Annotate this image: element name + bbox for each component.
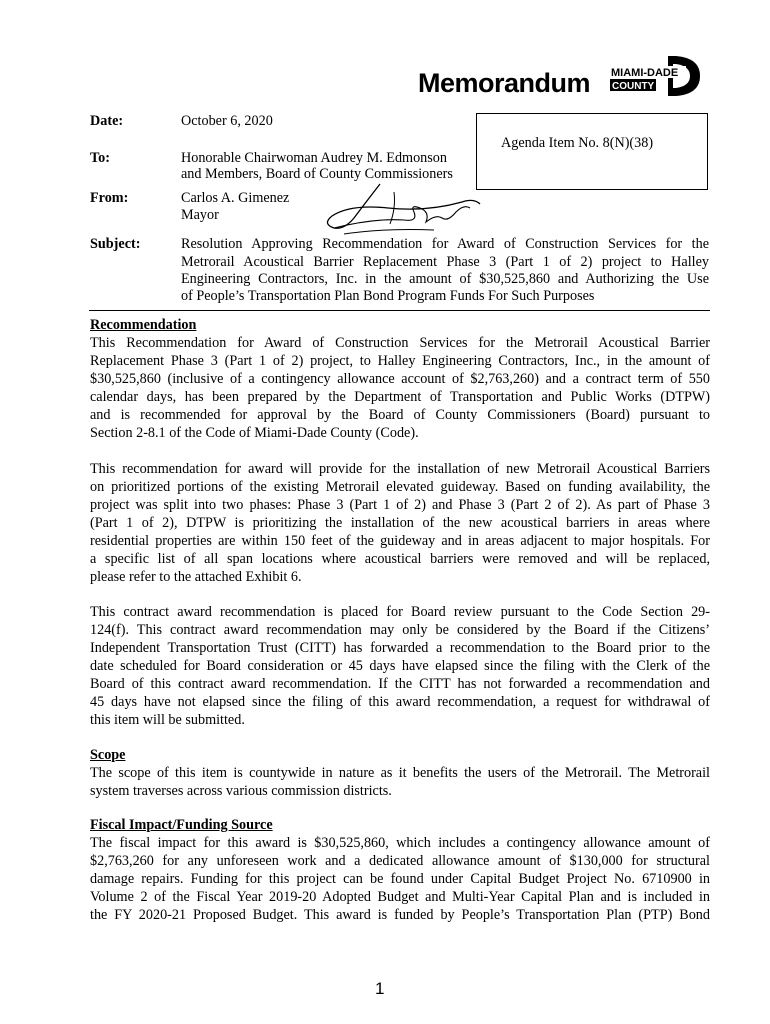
text-line: Section 2-8.1 of the Code of Miami-Dade County (Code). <box>90 425 419 441</box>
text-line: (Part 1 of 2), DTPW is prioritizing the installation of the new acoustical barriers in areas where <box>90 515 710 531</box>
subject-line-1: Resolution Approving Recommendation for Award of Construction Services for the <box>181 236 709 252</box>
text-line: system traverses across various commission districts. <box>90 783 392 799</box>
from-label: From: <box>90 190 129 206</box>
page-number: 1 <box>375 979 385 998</box>
miami-dade-county-logo <box>610 54 702 100</box>
recommendation-heading: Recommendation <box>90 317 197 333</box>
text-line: date scheduled for Board consideration or 45 days have elapsed since the filing with the Clerk of the <box>90 658 710 674</box>
text-line: Independent Transportation Trust (CITT) has forwarded a recommendation to the Board prior to the <box>90 640 710 656</box>
fiscal-impact-section <box>90 816 710 924</box>
header-divider <box>89 310 710 311</box>
text-line: the FY 2020-21 Proposed Budget. This award is funded by People’s Transportation Plan (PTP) Bond <box>90 907 710 923</box>
logo-text-top: MIAMI-DADE <box>611 67 679 79</box>
agenda-item-box <box>476 113 708 190</box>
subject-line-3: Engineering Contractors, Inc. in the amount of $30,525,860 and Authorizing the Use <box>181 271 709 287</box>
scope-heading: Scope <box>90 747 126 763</box>
text-line: Board of this contract award recommendation. If the CITT has not forwarded a recommendation and <box>90 676 710 692</box>
from-line-1: Carlos A. Gimenez <box>181 190 290 206</box>
text-line: Replacement Phase 3 (Part 1 of 2) project, to Halley Engineering Contractors, Inc., in the amount of <box>90 353 710 369</box>
text-line: residential properties are within 150 feet of the guideway and in areas adjacent to major hospitals. For <box>90 533 710 549</box>
subject-line-2: Metrorail Acoustical Barrier Replacement Phase 3 (Part 1 of 2) project to Halley <box>181 254 709 270</box>
text-line: 45 days have not elapsed since the filing of this award recommendation, a request for withdrawal of <box>90 694 710 710</box>
date-value: October 6, 2020 <box>181 113 273 129</box>
text-line: on prioritized portions of the existing Metrorail elevated guideway. Based on funding availability, the <box>90 479 710 495</box>
subject-label: Subject: <box>90 236 141 252</box>
recommendation-paragraph-1 <box>90 334 710 442</box>
logo-text-bottom: COUNTY <box>612 81 655 92</box>
memo-header-logo <box>418 54 708 104</box>
text-line: $30,525,860 (inclusive of a contingency allowance account of $2,763,260) and a contract term of 550 <box>90 371 710 387</box>
memo-title: Memorandum <box>418 68 591 98</box>
text-line: a specific list of all span locations where acoustical barriers were removed and will be replaced, <box>90 551 710 567</box>
text-line: Volume 2 of the Fiscal Year 2019-20 Adopted Budget and Multi-Year Capital Plan and is included in <box>90 889 710 905</box>
subject-line-4: of People’s Transportation Plan Bond Program Funds For Such Purposes <box>181 288 595 304</box>
date-label: Date: <box>90 113 124 129</box>
text-line: $2,763,260 for any unforeseen work and a dedicated allowance amount of $130,000 for structural <box>90 853 710 869</box>
agenda-item-number: Agenda Item No. 8(N)(38) <box>501 135 654 151</box>
text-line: The fiscal impact for this award is $30,525,860, which includes a contingency allowance amount of <box>90 835 710 851</box>
to-label: To: <box>90 150 110 166</box>
to-line-1: Honorable Chairwoman Audrey M. Edmonson <box>181 150 447 166</box>
recommendation-section <box>90 316 710 442</box>
mayor-signature <box>314 178 484 240</box>
scope-section <box>90 746 710 800</box>
text-line: please refer to the attached Exhibit 6. <box>90 569 302 585</box>
text-line: damage repairs. Funding for this project can be found under Capital Budget Project No. 6710900 in <box>90 871 710 887</box>
text-line: This recommendation for award will provide for the installation of new Metrorail Acoustical Barriers <box>90 461 710 477</box>
text-line: this item will be submitted. <box>90 712 245 728</box>
fiscal-impact-heading: Fiscal Impact/Funding Source <box>90 817 273 833</box>
text-line: project was split into two phases: Phase 3 (Part 1 of 2) and Phase 3 (Part 2 of 2). As part of Phase 3 <box>90 497 710 513</box>
text-line: and is recommended for approval by the Board of County Commissioners (Board) pursuant to <box>90 407 710 423</box>
recommendation-paragraph-3 <box>90 603 710 729</box>
recommendation-paragraph-2 <box>90 460 710 586</box>
to-line-2: and Members, Board of County Commissioners <box>181 166 453 182</box>
text-line: The scope of this item is countywide in nature as it benefits the users of the Metrorail. The Metrorail <box>90 765 710 781</box>
text-line: This Recommendation for Award of Construction Services for the Metrorail Acoustical Barrier <box>90 335 710 351</box>
text-line: 124(f). This contract award recommendation may only be considered by the Board if the Citizens’ <box>90 622 710 638</box>
text-line: calendar days, has been prepared by the Department of Transportation and Public Works (DTPW) <box>90 389 710 405</box>
text-line: This contract award recommendation is placed for Board review pursuant to the Code Section 29- <box>90 604 710 620</box>
from-line-2: Mayor <box>181 207 219 223</box>
